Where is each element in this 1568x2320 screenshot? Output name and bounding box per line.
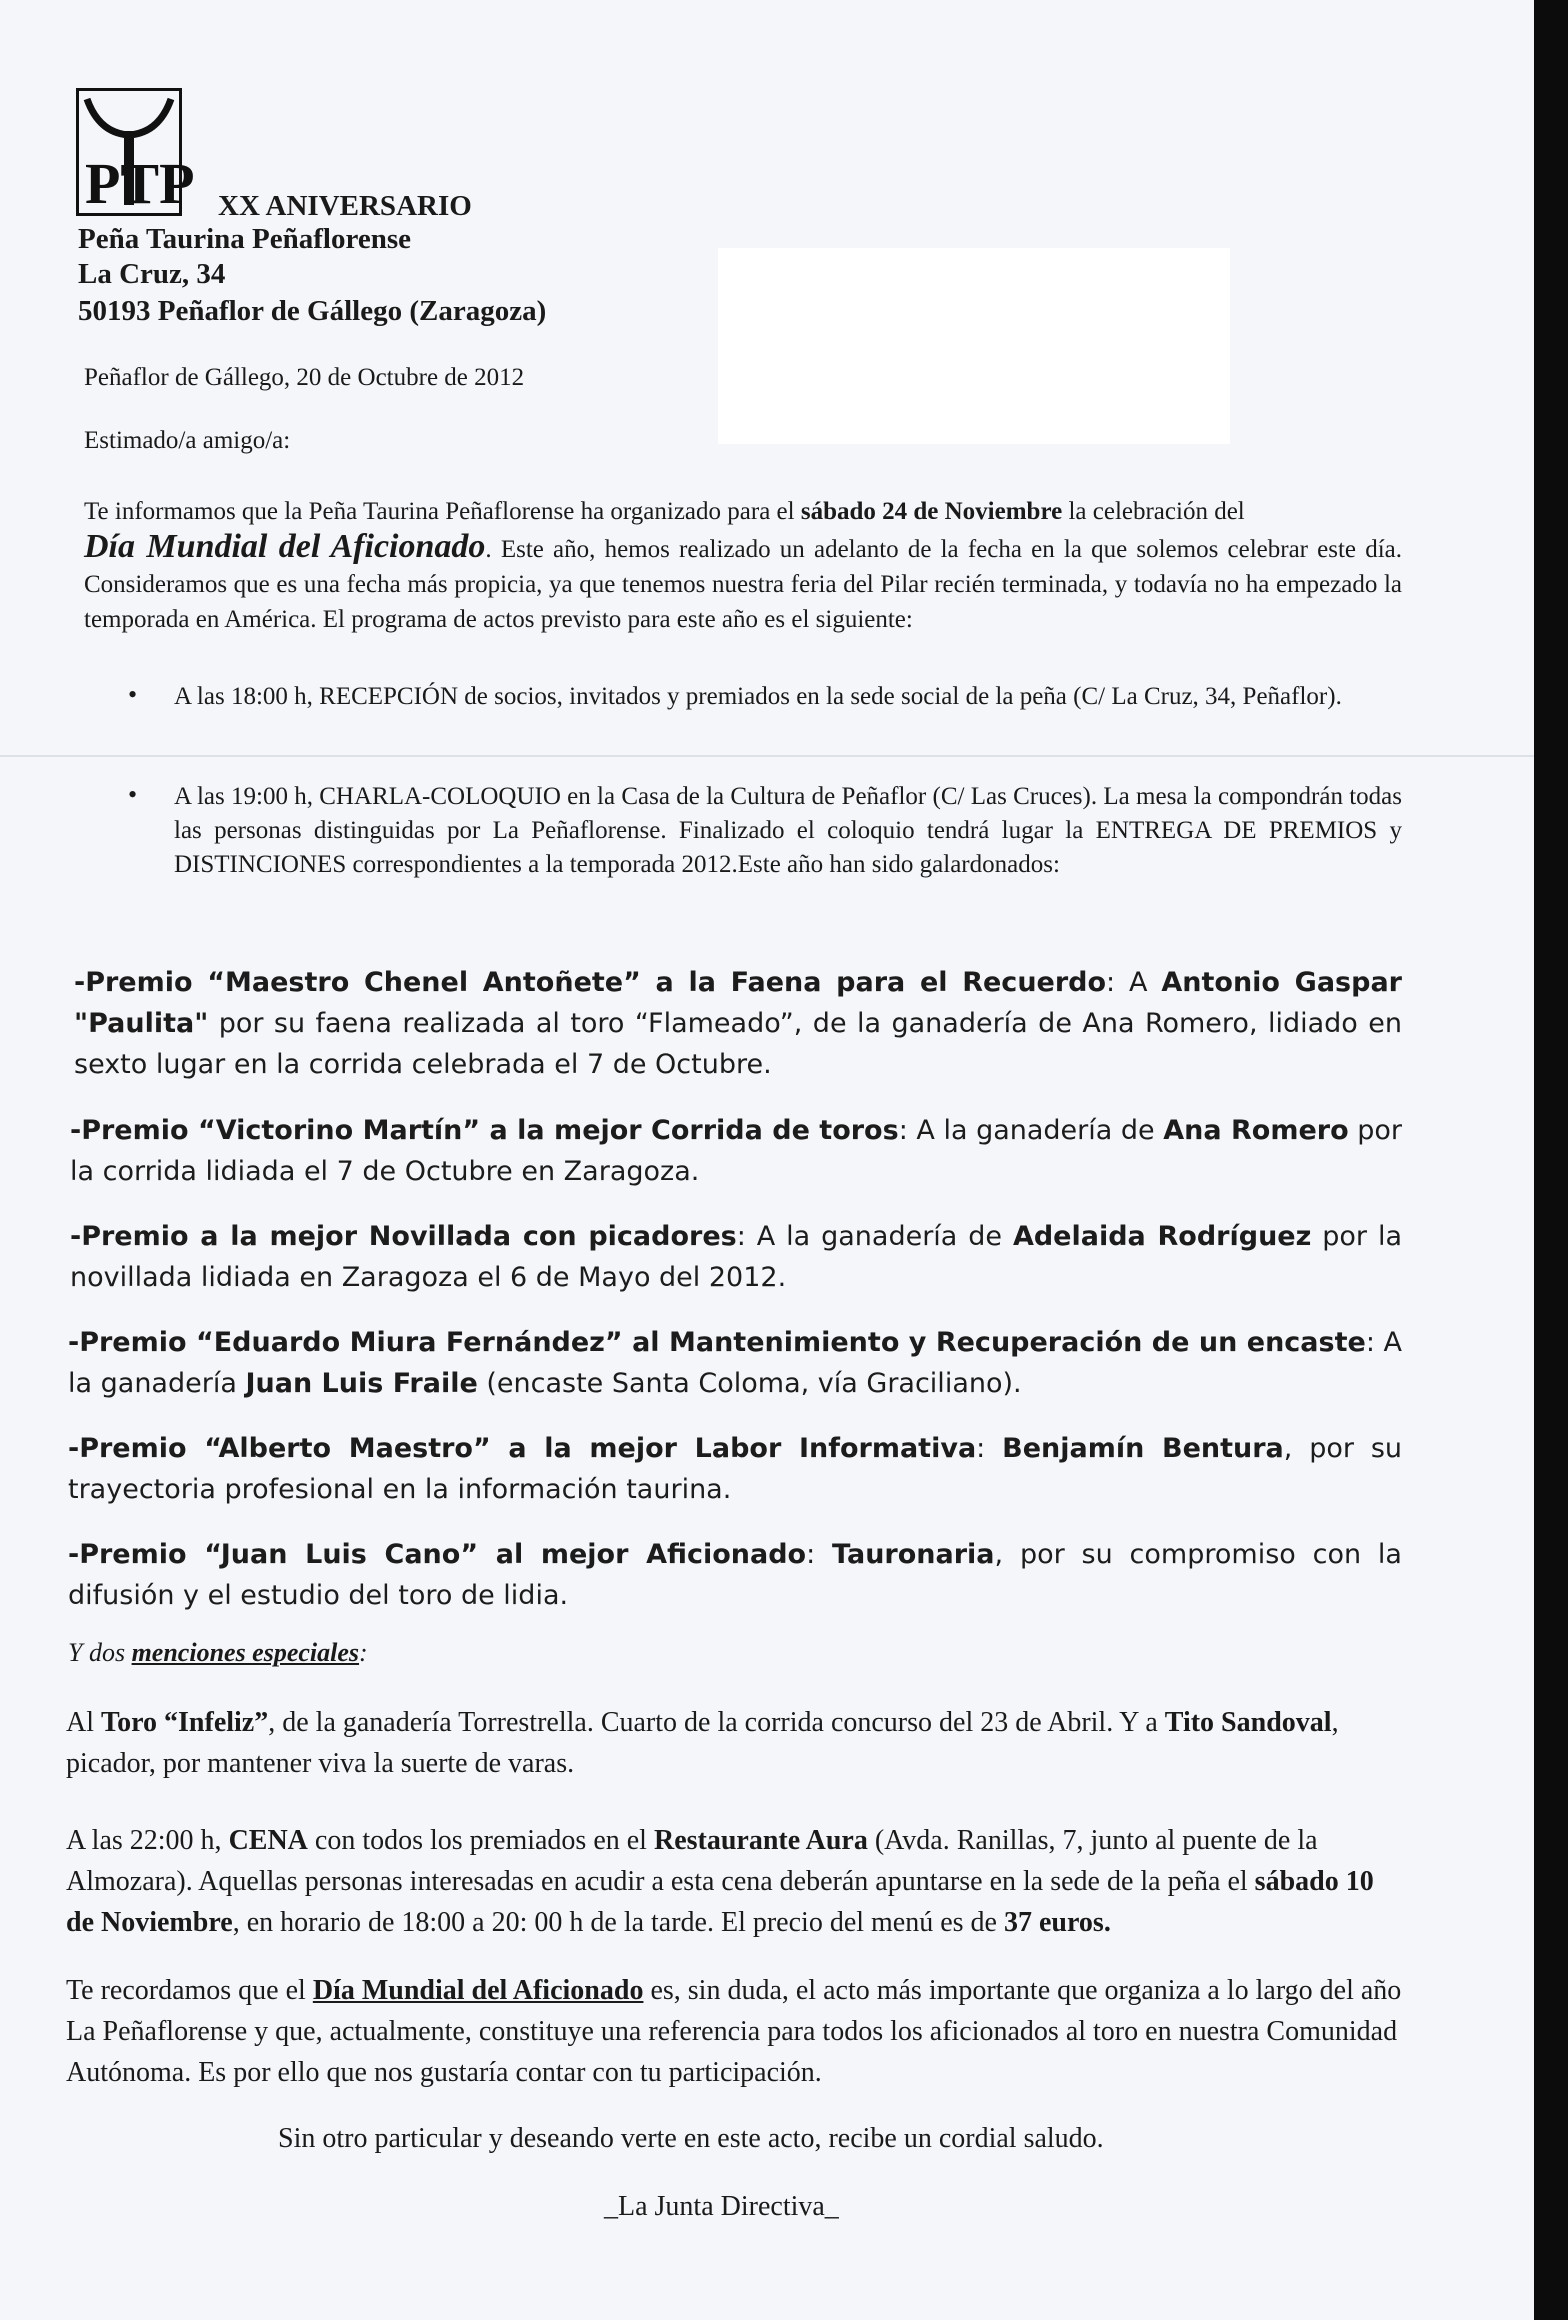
award-item: -Premio “Victorino Martín” a la mejor Corrida de toros: A la ganadería de Ana Romero por la corrida lidiada el 7 de Octubre en Zaragoza. [70,1115,1403,1187]
signature: _La Junta Directiva_ [604,2191,839,2222]
date-line: Peñaflor de Gállego, 20 de Octubre de 2012 [84,364,525,391]
award-item: -Premio “Eduardo Miura Fernández” al Mantenimiento y Recuperación de un encaste: A la ganadería Juan Luis Fraile (encaste Santa Coloma, vía Graciliano). [68,1327,1402,1399]
closing-paragraph: Te recordamos que el Día Mundial del Aficionado es, sin duda, el acto más importante que organiza a lo largo del año La Peñaflorense y que, actualmente, constituye una referencia para todos los aficionados al toro en nuestra Comunidad Autónoma. Es por ello que nos gustaría contar con tu participación. [66,1975,1402,2088]
intro-paragraph: Te informamos que la Peña Taurina Peñaflorense ha organizado para el sábado 24 de Noviembre la celebración del Día Mundial del Aficionado. Este año, hemos realizado un adelanto de la fecha en la que solemos celebrar este día. Consideramos que es una fecha más propicia, ya que tenemos nuestra feria del Pilar recién terminada, y todavía no ha empezado la temporada en América. El programa de actos previsto para este año es el siguiente: [84,498,1402,633]
org-city: 50193 Peñaflor de Gállego (Zaragoza) [78,295,547,327]
event-date: sábado 24 de Noviembre [800,498,1063,525]
event-name: Día Mundial del Aficionado [84,528,486,565]
cena-paragraph: A las 22:00 h, CENA con todos los premiados en el Restaurante Aura (Avda. Ranillas, 7, junto al puente de la Almozara). Aquellas personas interesadas en acudir a esta cena deberán apuntarse en la sede de la peña el sábado 10 de Noviembre, en horario de 18:00 a 20: 00 h de la tarde. El precio del menú es de 37 euros. [66,1825,1374,1938]
bullet-coloquio: A las 19:00 h, CHARLA-COLOQUIO en la Casa de la Cultura de Peñaflor (C/ Las Cruces). La mesa la compondrán todas las personas distinguidas por La Peñaflorense. Finalizado el coloquio tendrá lugar la ENTREGA DE PREMIOS y DISTINCIONES correspondientes a la temporada 2012.Este año han sido galardonados: [174,783,1402,878]
logo-text: PTP [85,151,195,216]
award-item: -Premio a la mejor Novillada con picadores: A la ganadería de Adelaida Rodríguez por la novillada lidiada en Zaragoza el 6 de Mayo del 2012. [70,1221,1402,1293]
bullet-dot: • [128,680,138,709]
toro-paragraph: Al Toro “Infeliz”, de la ganadería Torrestrella. Cuarto de la corrida concurso del 23 de Abril. Y a Tito Sandoval, picador, por mantener viva la suerte de varas. [66,1707,1339,1779]
ptp-logo [76,88,195,216]
org-name: Peña Taurina Peñaflorense [78,223,411,255]
mentions-heading: Y dos menciones especiales: [68,1638,368,1667]
bull-horns-icon [79,91,195,216]
award-item: -Premio “Alberto Maestro” a la mejor Labor Informativa: Benjamín Bentura, por su trayectoria profesional en la información taurina. [68,1433,1403,1505]
farewell: Sin otro particular y deseando verte en este acto, recibe un cordial saludo. [278,2123,1104,2154]
greeting: Estimado/a amigo/a: [84,427,291,454]
redacted-address [718,248,1230,444]
award-item: -Premio “Juan Luis Cano” al mejor Aficionado: Tauronaria, por su compromiso con la difusión y el estudio del toro de lidia. [68,1539,1402,1611]
bullet-dot: • [128,780,138,809]
paper-fold-line [0,755,1534,757]
scan-edge [1534,0,1568,2320]
anniversary: XX ANIVERSARIO [218,190,472,222]
award-item: -Premio “Maestro Chenel Antoñete” a la Faena para el Recuerdo: A Antonio Gaspar "Paulita" por su faena realizada al toro “Flameado”, de la ganadería de Ana Romero, lidiado en sexto lugar en la corrida celebrada el 7 de Octubre. [74,967,1402,1080]
bullet-reception: A las 18:00 h, RECEPCIÓN de socios, invitados y premiados en la sede social de la peña (C/ La Cruz, 34, Peñaflor). [174,683,1342,710]
org-street: La Cruz, 34 [78,258,226,290]
